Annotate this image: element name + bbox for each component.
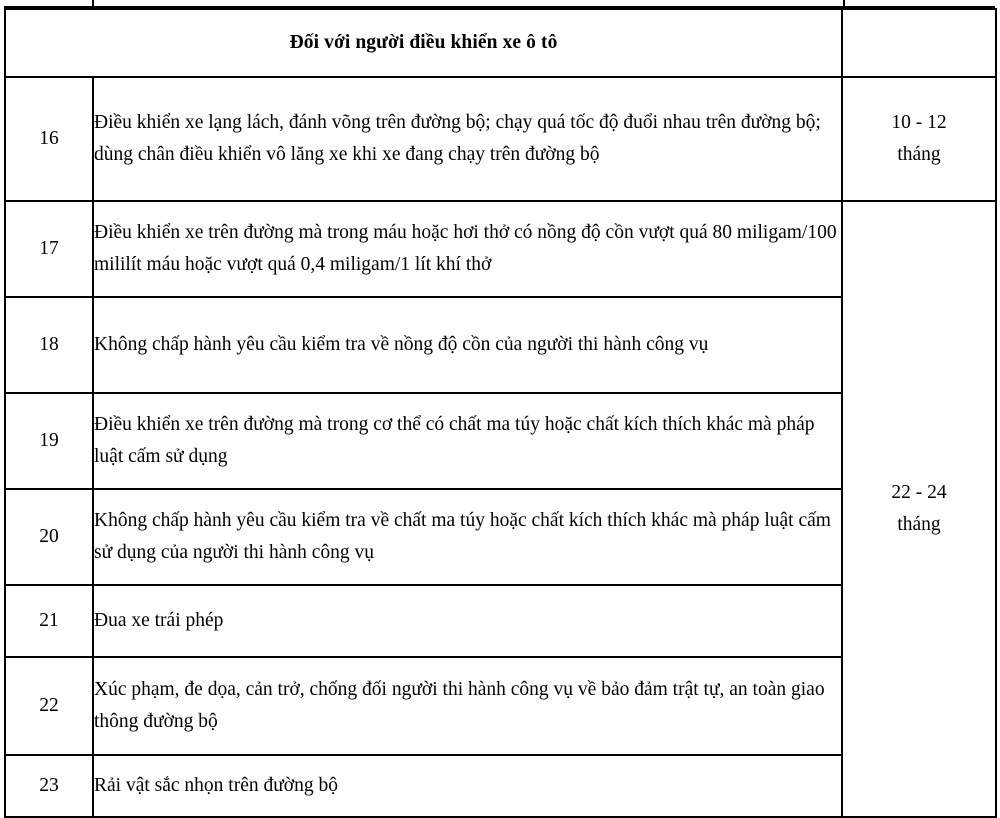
column-divider-left <box>92 0 94 8</box>
row-number: 17 <box>5 201 93 297</box>
previous-row-sliver <box>4 0 995 8</box>
row-number: 19 <box>5 393 93 489</box>
table-section-header-row <box>5 9 996 77</box>
table-row <box>5 201 996 297</box>
row-number: 21 <box>5 585 93 657</box>
row-number: 16 <box>5 77 93 201</box>
penalty-table <box>4 8 997 818</box>
row-description: Không chấp hành yêu cầu kiểm tra về chất ma túy hoặc chất kích thích khác mà pháp luật cấm sử dụng của người thi hành công vụ <box>93 489 842 585</box>
row-description: Điều khiển xe trên đường mà trong máu hoặc hơi thở có nồng độ cồn vượt quá 80 miligam/100 mililít máu hoặc vượt quá 0,4 miligam/1 lít khí thở <box>93 201 842 297</box>
row-description: Điều khiển xe lạng lách, đánh võng trên đường bộ; chạy quá tốc độ đuổi nhau trên đường bộ; dùng chân điều khiển vô lăng xe khi xe đang chạy trên đường bộ <box>93 77 842 201</box>
section-header-cell: Đối với người điều khiển xe ô tô <box>5 9 842 77</box>
period-range: 10 - 12 <box>891 112 947 134</box>
period-cell-22-24 <box>842 201 996 817</box>
row-description: Xúc phạm, đe dọa, cản trở, chống đối người thi hành công vụ về bảo đảm trật tự, an toàn giao thông đường bộ <box>93 657 842 755</box>
table-row <box>5 77 996 201</box>
row-number: 22 <box>5 657 93 755</box>
period-unit: tháng <box>897 144 941 165</box>
row-description: Điều khiển xe trên đường mà trong cơ thể có chất ma túy hoặc chất kích thích khác mà pháp luật cấm sử dụng <box>93 393 842 489</box>
row-description: Không chấp hành yêu cầu kiểm tra về nồng độ cồn của người thi hành công vụ <box>93 297 842 393</box>
period-range: 22 - 24 <box>891 482 947 504</box>
section-header-period-cell <box>842 9 996 77</box>
row-number: 20 <box>5 489 93 585</box>
row-number: 23 <box>5 755 93 817</box>
period-cell-10-12 <box>842 77 996 201</box>
row-description: Đua xe trái phép <box>93 585 842 657</box>
column-divider-right <box>843 0 845 8</box>
row-number: 18 <box>5 297 93 393</box>
period-unit: tháng <box>897 514 941 535</box>
row-description: Rải vật sắc nhọn trên đường bộ <box>93 755 842 817</box>
